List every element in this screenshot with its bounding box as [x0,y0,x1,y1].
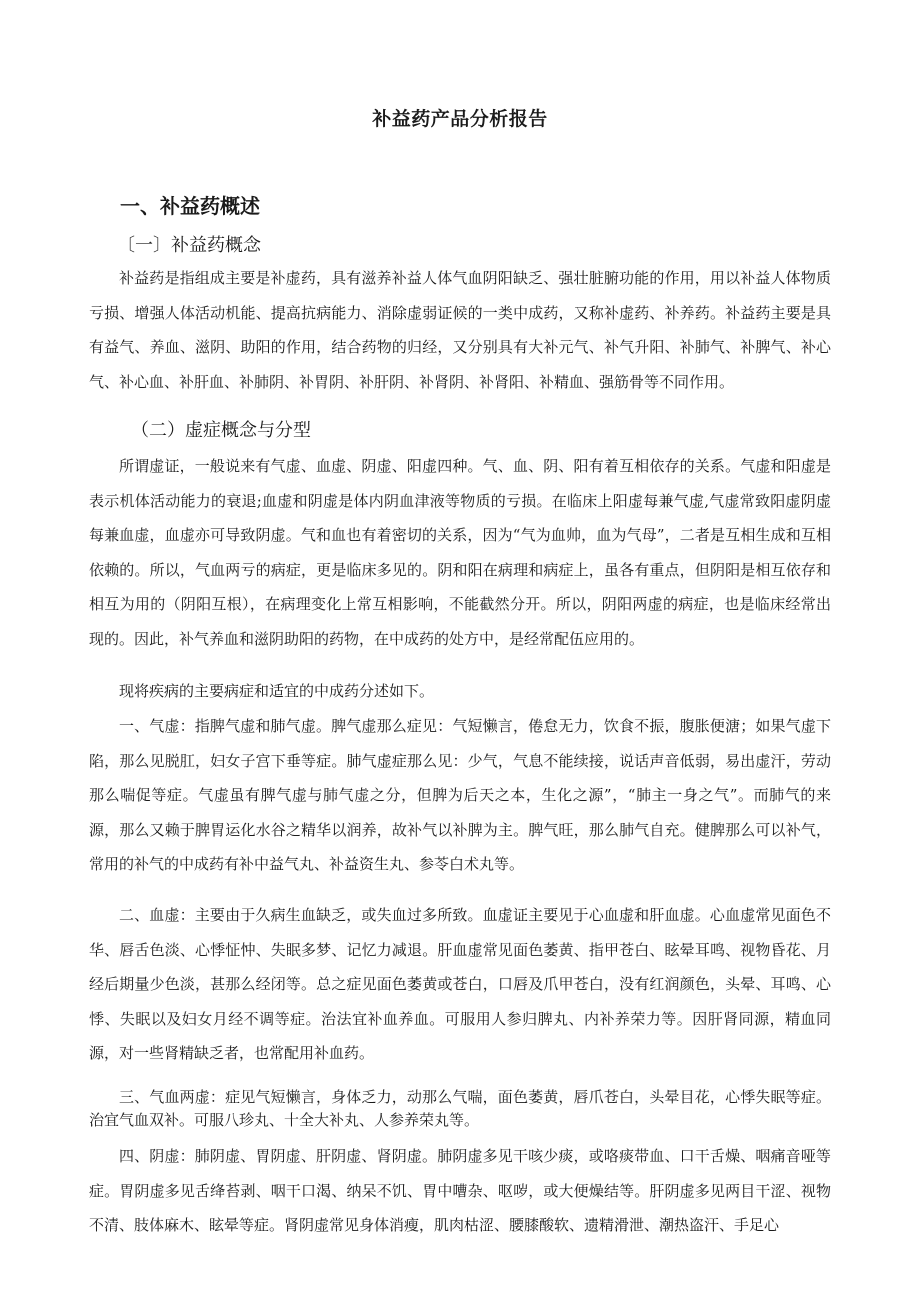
paragraph-qi-blood-deficiency: 三、气血两虚：症见气短懒言，身体乏力，动那么气喘，面色萎黄，唇爪苍白，头晕目花，心悸失眠等症。治宜气血双补。可服八珍丸、十全大补丸、人参养荣丸等。 [89,1088,831,1129]
paragraph-blood-deficiency: 二、血虚：主要由于久病生血缺乏，或失血过多所致。血虚证主要见于心血虚和肝血虚。心血虚常见面色不华、唇舌色淡、心悸怔忡、失眠多梦、记忆力减退。肝血虚常见面色萎黄、指甲苍白、眩晕耳鸣、视物昏花、月经后期量少色淡，甚那么经闭等。总之症见面色萎黄或苍白，口唇及爪甲苍白，没有红润颜色，头晕、耳鸣、心悸、失眠以及妇女月经不调等症。治法宜补血养血。可服用人参归脾丸、内补养荣力等。因肝肾同源，精血同源，对一些肾精缺乏者，也常配用补血药。 [89,906,831,1063]
paragraph-overview-lead: 现将疾病的主要病症和适宜的中成药分述如下。 [119,682,435,700]
paragraph-yin-deficiency: 四、阴虚：肺阴虚、胃阴虚、肝阴虚、肾阴虚。肺阴虚多见干咳少痰，或咯痰带血、口干舌燥、咽痛音哑等症。胃阴虚多见舌绛苔剥、咽干口渴、纳呆不饥、胃中嘈杂、呕哕，或大便燥结等。肝阴虚多见两目干涩、视物不清、肢体麻木、眩晕等症。肾阴虚常见身体消瘦，肌肉枯涩、腰膝酸软、遗精滑泄、潮热盗汗、手足心 [89,1147,831,1235]
document-title: 补益药产品分析报告 [372,108,548,130]
section-heading-overview: 一、补益药概述 [120,194,260,218]
paragraph-deficiency-intro: 所谓虚证，一般说来有气虚、血虚、阴虚、阳虚四种。气、血、阴、阳有着互相依存的关系。气虚和阳虚是表示机体活动能力的衰退;血虚和阴虚是体内阴血津液等物质的亏损。在临床上阳虚每兼气虚,气虚常致阳虚阴虚每兼血虚，血虚亦可导致阴虚。气和血也有着密切的关系，因为“气为血帅，血为气母”，二者是互相生成和互相依赖的。所以，气血两亏的病症，更是临床多见的。阴和阳在病理和病症上，虽各有重点，但阴阳是相互依存和相互为用的（阴阳互根），在病理变化上常互相影响，不能截然分开。所以，阴阳两虚的病症，也是临床经常出现的。因此，补气养血和滋阴助阳的药物，在中成药的处方中，是经常配伍应用的。 [89,457,831,648]
paragraph-concept: 补益药是指组成主要是补虚药，具有滋养补益人体气血阴阳缺乏、强壮脏腑功能的作用，用以补益人体物质亏损、增强人体活动机能、提高抗病能力、消除虚弱证候的一类中成药，又称补虚药、补养药。补益药主要是具有益气、养血、滋阴、助阳的作用，结合药物的归经，又分别具有大补元气、补气升阳、补肺气、补脾气、补心气、补心血、补肝血、补肺阴、补胃阴、补肝阴、补肾阴、补肾阳、补精血、强筋骨等不同作用。 [89,269,831,391]
paragraph-qi-deficiency: 一、气虚：指脾气虚和肺气虚。脾气虚那么症见：气短懒言，倦怠无力，饮食不振，腹胀便溏；如果气虚下陷，那么见脱肛，妇女子宫下垂等症。肺气虚症那么见：少气，气息不能续接，说话声音低弱，易出虚汗，劳动那么喘促等症。气虚虽有脾气虚与肺气虚之分，但脾为后天之本，生化之源”，“肺主一身之气”。而肺气的来源，那么又赖于脾胃运化水谷之精华以润养，故补气以补脾为主。脾气旺，那么肺气自充。健脾那么可以补气，常用的补气的中成药有补中益气丸、补益资生丸、参苓白术丸等。 [89,717,831,874]
subsection-heading-concept: 〔一〕补益药概念 [117,235,261,256]
subsection-heading-deficiency: （二）虚症概念与分型 [131,420,311,441]
